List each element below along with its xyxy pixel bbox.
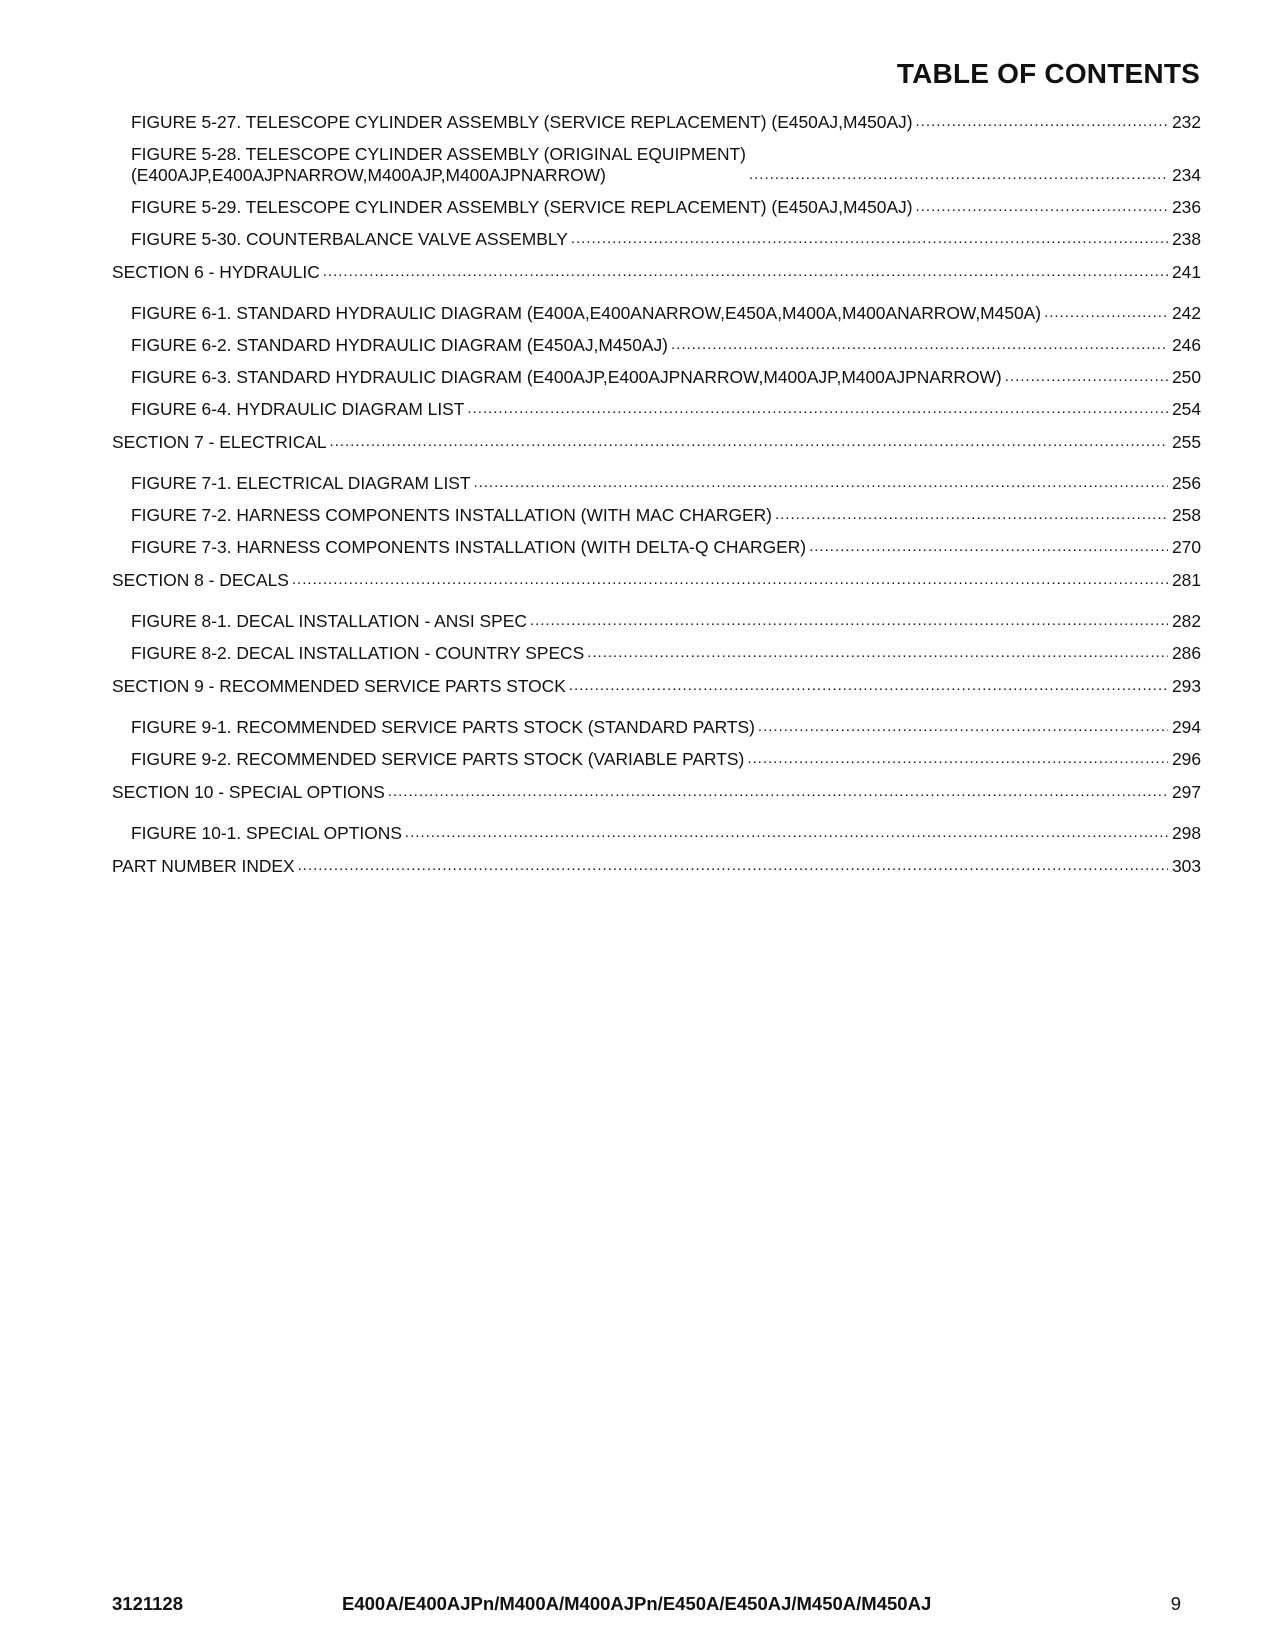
toc-entry-figure[interactable] — [112, 197, 1201, 218]
toc-dot-leader — [671, 336, 1168, 354]
toc-dot-leader — [916, 198, 1168, 216]
toc-entry-title: FIGURE 9-2. RECOMMENDED SERVICE PARTS STOCK (VARIABLE PARTS) — [131, 749, 745, 769]
toc-entry-figure[interactable] — [112, 611, 1201, 632]
toc-entry-title: FIGURE 6-1. STANDARD HYDRAULIC DIAGRAM (E400A,E400ANARROW,E450A,M400A,M400ANARROW,M450A) — [131, 303, 1042, 323]
toc-entry-title: SECTION 9 - RECOMMENDED SERVICE PARTS STOCK — [112, 676, 566, 696]
table-of-contents — [112, 112, 1201, 897]
toc-dot-leader — [758, 718, 1168, 736]
toc-entry-title-line2: (E400AJP,E400AJPNARROW,M400AJP,M400AJPNARROW) — [131, 165, 606, 185]
toc-dot-leader — [775, 506, 1168, 524]
toc-entry-page: 241 — [1171, 262, 1201, 282]
toc-entry-figure[interactable] — [112, 303, 1201, 324]
toc-entry-title: FIGURE 7-2. HARNESS COMPONENTS INSTALLATION (WITH MAC CHARGER) — [131, 505, 772, 525]
toc-entry-section[interactable] — [112, 570, 1201, 591]
toc-dot-leader — [323, 263, 1168, 281]
toc-entry-title: FIGURE 9-1. RECOMMENDED SERVICE PARTS STOCK (STANDARD PARTS) — [131, 717, 755, 737]
toc-entry-page: 238 — [1171, 229, 1201, 249]
toc-entry-figure[interactable] — [112, 367, 1201, 388]
toc-entry-title: FIGURE 7-1. ELECTRICAL DIAGRAM LIST — [131, 473, 471, 493]
footer-page-number: 9 — [1170, 1593, 1181, 1614]
toc-entry-page: 281 — [1171, 570, 1201, 590]
toc-dot-leader — [474, 474, 1168, 492]
toc-entry-title-line1: FIGURE 5-28. TELESCOPE CYLINDER ASSEMBLY (ORIGINAL EQUIPMENT) — [131, 144, 746, 164]
toc-dot-leader — [298, 857, 1168, 875]
toc-entry-figure[interactable] — [112, 229, 1201, 250]
toc-entry-figure[interactable] — [112, 749, 1201, 770]
toc-entry-section[interactable] — [112, 676, 1201, 697]
toc-entry-figure[interactable] — [112, 144, 1201, 186]
toc-entry-title: FIGURE 5-29. TELESCOPE CYLINDER ASSEMBLY (SERVICE REPLACEMENT) (E450AJ,M450AJ) — [131, 197, 913, 217]
toc-entry-title: SECTION 10 - SPECIAL OPTIONS — [112, 782, 385, 802]
toc-dot-leader — [330, 433, 1168, 451]
toc-entry-page: 250 — [1171, 367, 1201, 387]
toc-entry-page: 256 — [1171, 473, 1201, 493]
toc-entry-figure[interactable] — [112, 717, 1201, 738]
toc-entry-figure[interactable] — [112, 399, 1201, 420]
toc-dot-leader — [569, 677, 1168, 695]
toc-entry-page: 297 — [1171, 782, 1201, 802]
toc-dot-leader — [809, 538, 1168, 556]
toc-dot-leader — [388, 783, 1168, 801]
toc-dot-leader — [747, 750, 1168, 768]
toc-entry-figure[interactable] — [112, 505, 1201, 526]
toc-dot-leader — [916, 113, 1168, 131]
toc-entry-page: 298 — [1171, 823, 1201, 843]
toc-entry-title: FIGURE 6-2. STANDARD HYDRAULIC DIAGRAM (E450AJ,M450AJ) — [131, 335, 668, 355]
toc-entry-title: SECTION 6 - HYDRAULIC — [112, 262, 320, 282]
toc-entry-title — [131, 144, 746, 186]
toc-dot-leader — [749, 166, 1168, 184]
toc-entry-section[interactable] — [112, 262, 1201, 283]
toc-entry-page: 234 — [1171, 165, 1201, 185]
page-title: TABLE OF CONTENTS — [896, 58, 1200, 89]
toc-entry-page: 258 — [1171, 505, 1201, 525]
toc-entry-title: FIGURE 10-1. SPECIAL OPTIONS — [131, 823, 402, 843]
toc-entry-figure[interactable] — [112, 335, 1201, 356]
toc-entry-title: FIGURE 6-4. HYDRAULIC DIAGRAM LIST — [131, 399, 465, 419]
toc-entry-title: FIGURE 8-2. DECAL INSTALLATION - COUNTRY SPECS — [131, 643, 585, 663]
toc-dot-leader — [292, 571, 1168, 589]
toc-entry-page: 270 — [1171, 537, 1201, 557]
toc-entry-page: 286 — [1171, 643, 1201, 663]
toc-entry-page: 282 — [1171, 611, 1201, 631]
toc-entry-title: SECTION 7 - ELECTRICAL — [112, 432, 327, 452]
toc-dot-leader — [1044, 304, 1168, 322]
toc-dot-leader — [571, 230, 1168, 248]
toc-entry-page: 236 — [1171, 197, 1201, 217]
toc-entry-title: SECTION 8 - DECALS — [112, 570, 289, 590]
toc-entry-page: 296 — [1171, 749, 1201, 769]
toc-entry-section[interactable] — [112, 782, 1201, 803]
toc-entry-title: FIGURE 6-3. STANDARD HYDRAULIC DIAGRAM (E400AJP,E400AJPNARROW,M400AJP,M400AJPNARROW) — [131, 367, 1002, 387]
toc-entry-title: FIGURE 5-27. TELESCOPE CYLINDER ASSEMBLY (SERVICE REPLACEMENT) (E450AJ,M450AJ) — [131, 112, 913, 132]
toc-dot-leader — [405, 824, 1168, 842]
toc-entry-section[interactable] — [112, 856, 1201, 877]
toc-dot-leader — [467, 400, 1168, 418]
toc-entry-figure[interactable] — [112, 112, 1201, 133]
toc-dot-leader — [587, 644, 1168, 662]
toc-entry-figure[interactable] — [112, 537, 1201, 558]
footer-models: E400A/E400AJPn/M400A/M400AJPn/E450A/E450AJ/M450A/M450AJ — [342, 1593, 932, 1614]
toc-dot-leader — [1005, 368, 1168, 386]
toc-entry-section[interactable] — [112, 432, 1201, 453]
toc-entry-page: 246 — [1171, 335, 1201, 355]
toc-entry-title: FIGURE 7-3. HARNESS COMPONENTS INSTALLATION (WITH DELTA-Q CHARGER) — [131, 537, 807, 557]
toc-entry-page: 293 — [1171, 676, 1201, 696]
toc-entry-page: 255 — [1171, 432, 1201, 452]
toc-entry-page: 303 — [1171, 856, 1201, 876]
toc-entry-figure[interactable] — [112, 473, 1201, 494]
toc-entry-figure[interactable] — [112, 643, 1201, 664]
toc-entry-page: 242 — [1171, 303, 1201, 323]
footer-doc-number: 3121128 — [112, 1593, 184, 1614]
toc-entry-title: FIGURE 5-30. COUNTERBALANCE VALVE ASSEMBLY — [131, 229, 568, 249]
toc-dot-leader — [530, 612, 1168, 630]
toc-entry-page: 254 — [1171, 399, 1201, 419]
toc-entry-figure[interactable] — [112, 823, 1201, 844]
toc-entry-page: 232 — [1171, 112, 1201, 132]
toc-entry-title: PART NUMBER INDEX — [112, 856, 295, 876]
toc-entry-title: FIGURE 8-1. DECAL INSTALLATION - ANSI SPEC — [131, 611, 527, 631]
toc-entry-page: 294 — [1171, 717, 1201, 737]
